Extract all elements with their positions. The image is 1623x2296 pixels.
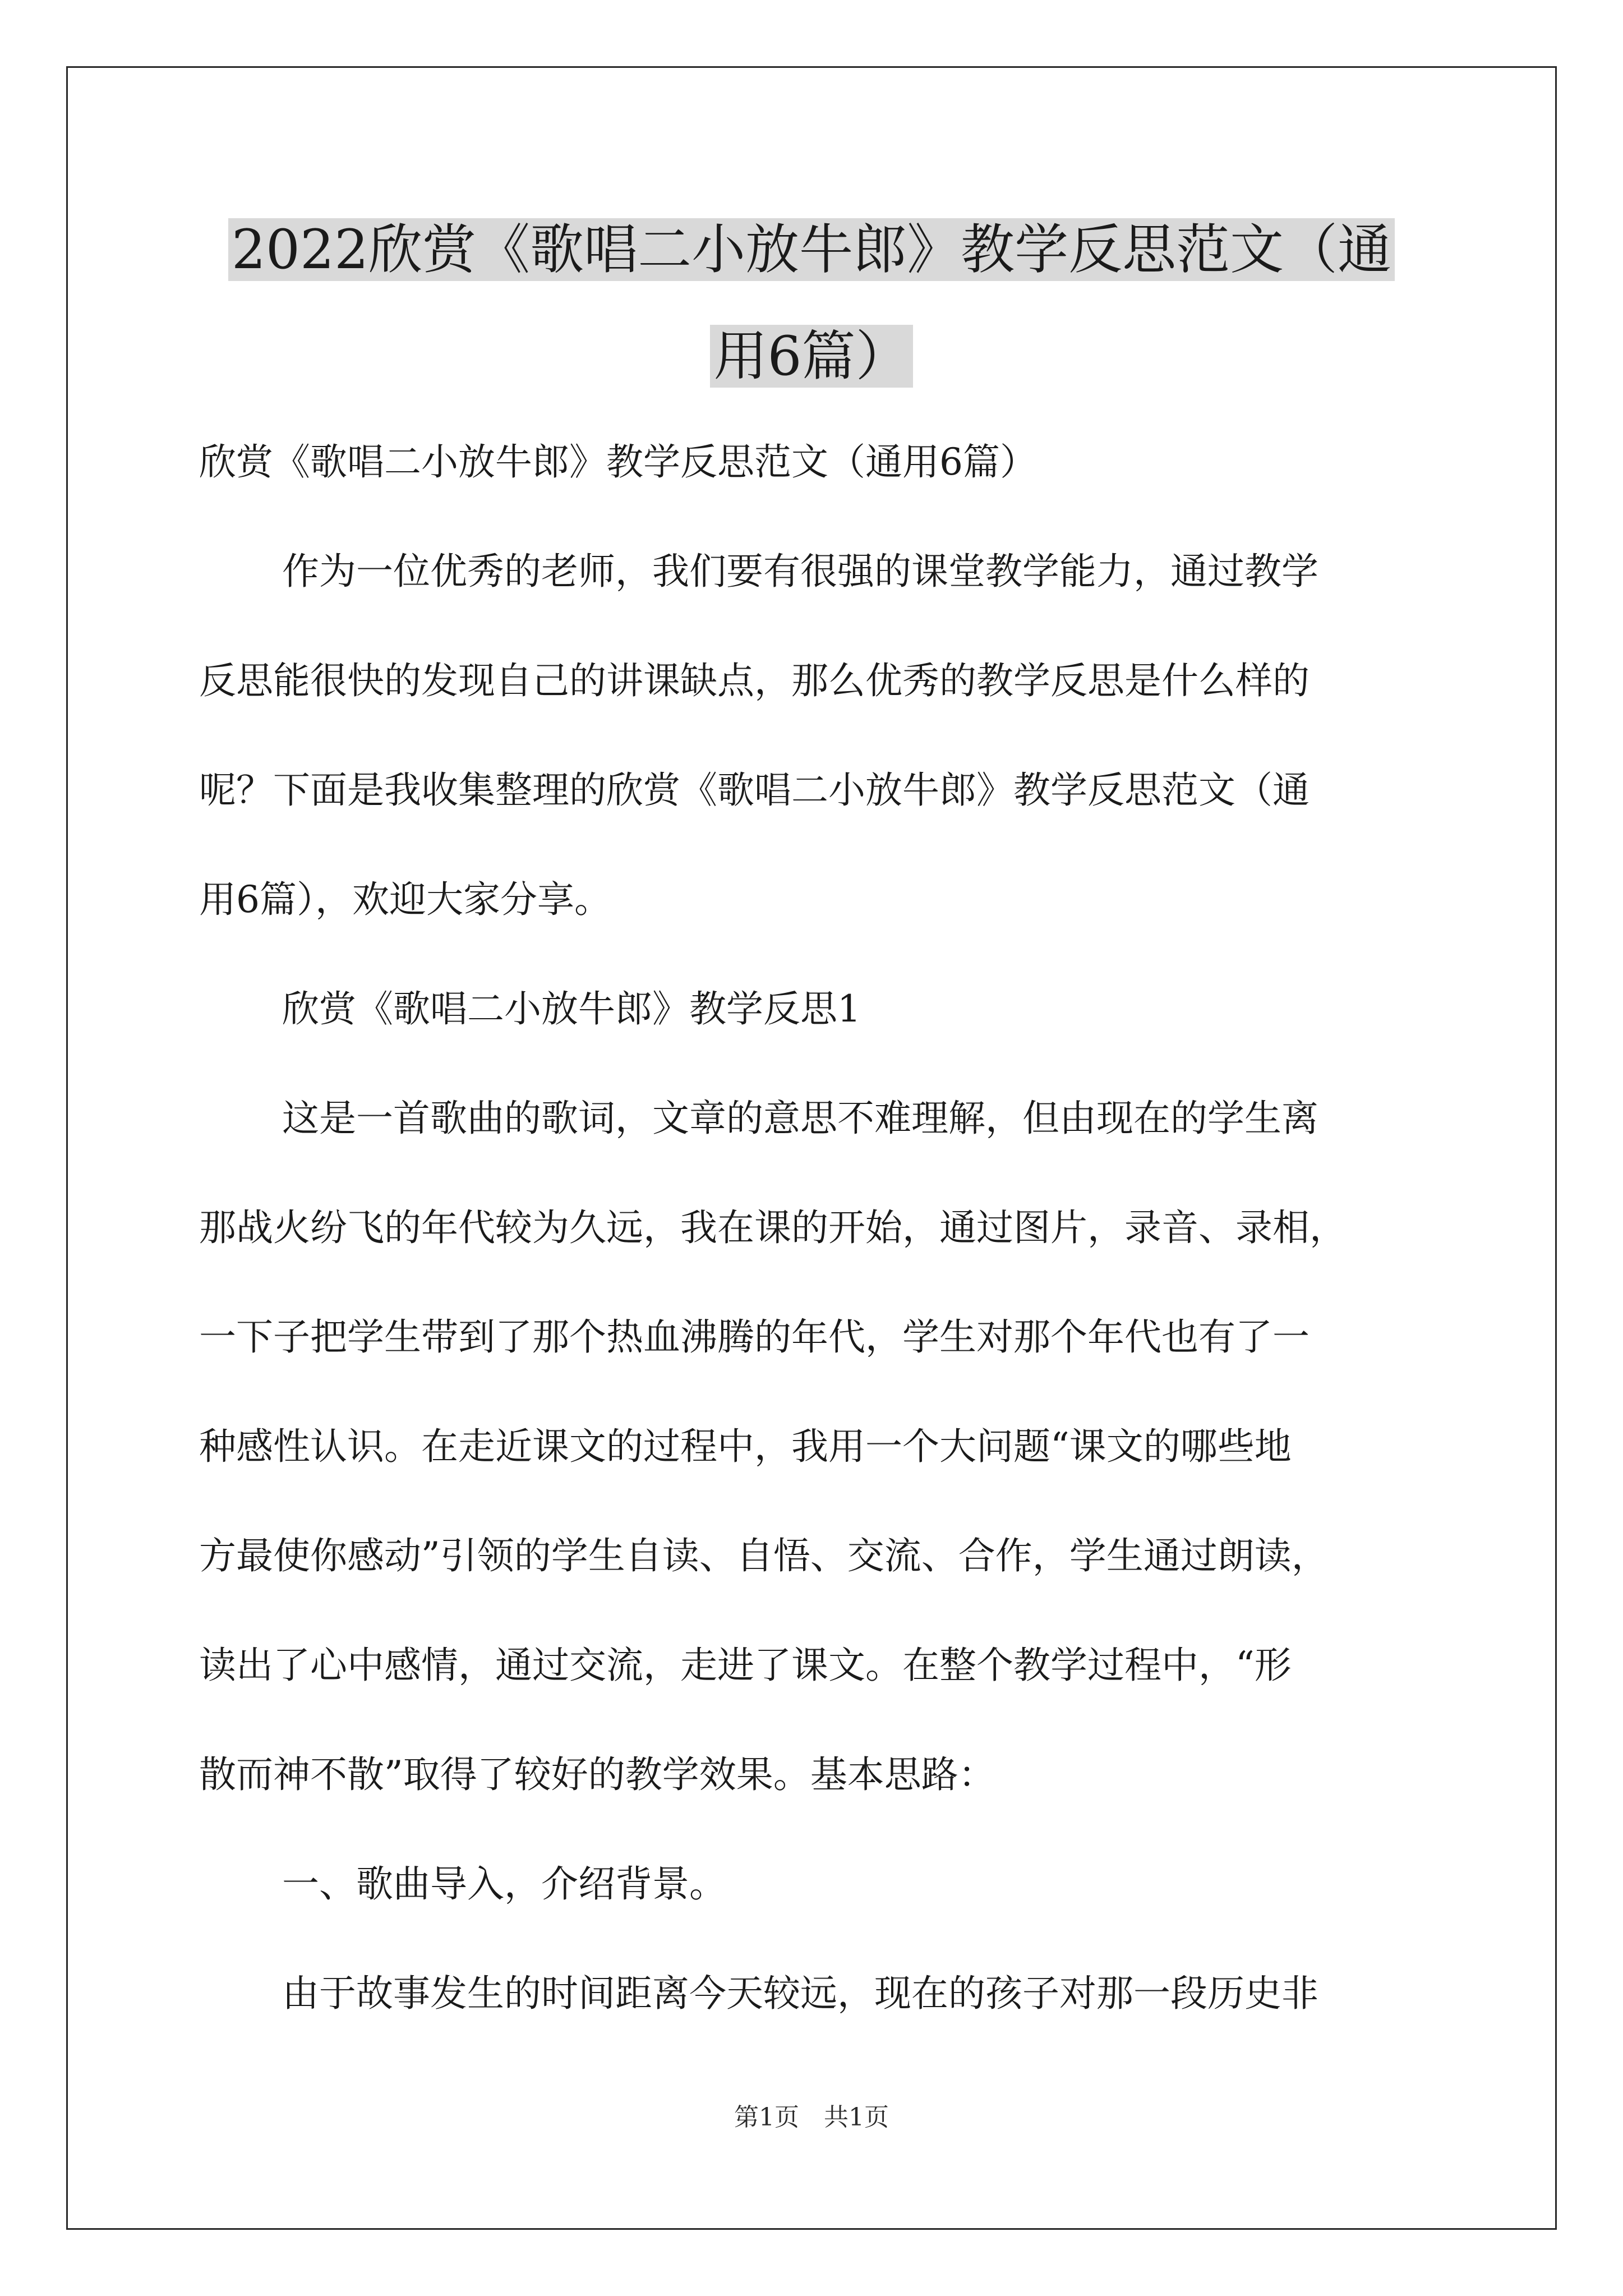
paragraph-line: 方最使你感动”引领的学生自读、自悟、交流、合作，学生通过朗读，	[199, 1534, 1329, 1577]
paragraph-line: 用6篇），欢迎大家分享。	[199, 878, 611, 921]
paragraph-line: 反思能很快的发现自己的讲课缺点，那么优秀的教学反思是什么样的	[199, 659, 1310, 702]
paragraph-line: 那战火纷飞的年代较为久远，我在课的开始，通过图片，录音、录相，	[199, 1206, 1347, 1249]
paragraph-line: 散而神不散”取得了较好的教学效果。基本思路：	[199, 1753, 995, 1796]
page-number: 第1页 共1页	[734, 2103, 889, 2132]
list-item: 一、歌曲导入，介绍背景。	[282, 1862, 726, 1906]
paragraph-line: 呢？下面是我收集整理的欣赏《歌唱二小放牛郎》教学反思范文（通	[199, 769, 1310, 812]
paragraph-line: 作为一位优秀的老师，我们要有很强的课堂教学能力，通过教学	[282, 550, 1318, 593]
title-line-1: 2022欣赏《歌唱二小放牛郎》教学反思范文（通	[228, 218, 1395, 281]
paragraph-line: 种感性认识。在走近课文的过程中，我用一个大问题“课文的哪些地	[199, 1425, 1292, 1468]
section-heading: 欣赏《歌唱二小放牛郎》教学反思1	[282, 987, 861, 1030]
subtitle-line: 欣赏《歌唱二小放牛郎》教学反思范文（通用6篇）	[199, 440, 1037, 484]
paragraph-line: 读出了心中感情，通过交流，走进了课文。在整个教学过程中，“形	[199, 1644, 1292, 1687]
paragraph-line: 由于故事发生的时间距离今天较远，现在的孩子对那一段历史非	[282, 1972, 1318, 2015]
document-title	[191, 196, 1432, 409]
paragraph-line: 一下子把学生带到了那个热血沸腾的年代，学生对那个年代也有了一	[199, 1315, 1310, 1359]
paragraph-line: 这是一首歌曲的歌词，文章的意思不难理解，但由现在的学生离	[282, 1097, 1318, 1140]
title-line-2: 用6篇）	[710, 325, 912, 388]
